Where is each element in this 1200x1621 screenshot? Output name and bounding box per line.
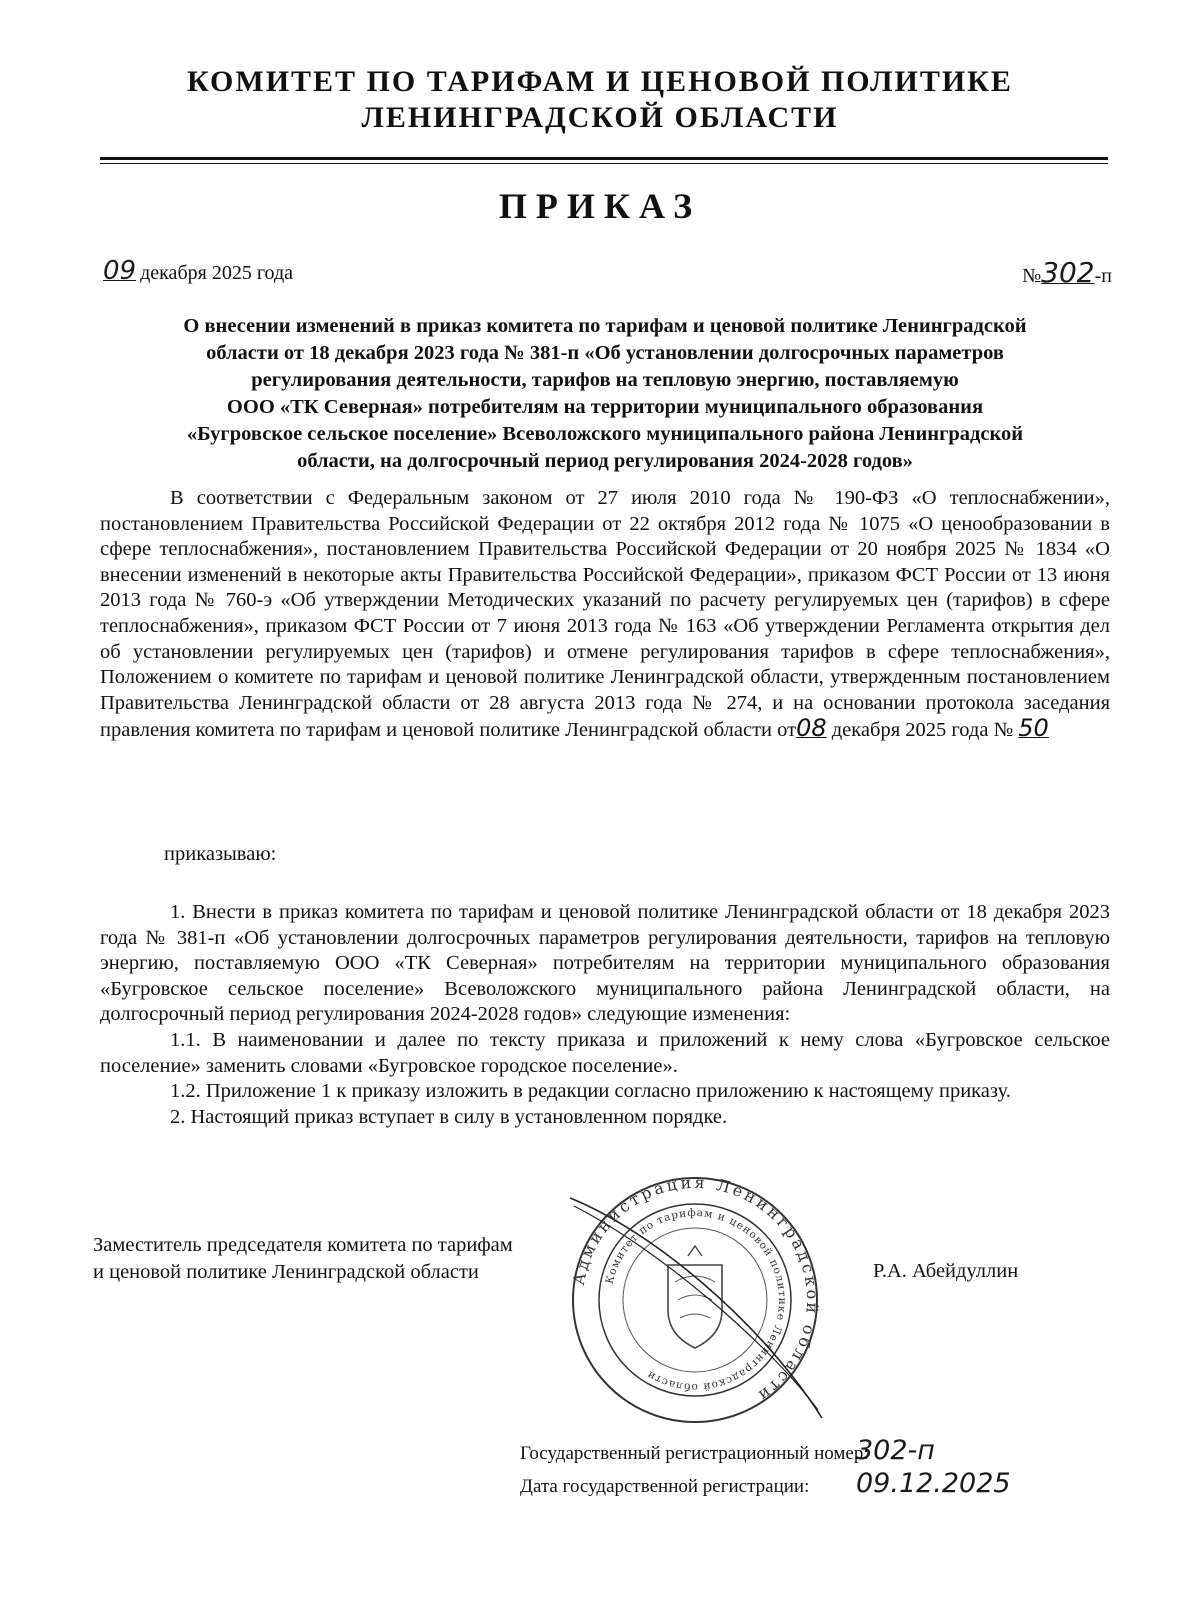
header-rule-thick [100, 157, 1108, 160]
preamble-paragraph [100, 486, 1110, 744]
org-line-1: КОМИТЕТ ПО ТАРИФАМ И ЦЕНОВОЙ ПОЛИТИКЕ [187, 65, 1013, 98]
registration-block [520, 1436, 1011, 1502]
title-line: ООО «ТК Северная» потребителям на территории муниципального образования [226, 396, 984, 418]
title-line: области, на долгосрочный период регулирования 2024-2028 годов» [297, 450, 913, 472]
registration-number-label: Государственный регистрационный номер: [520, 1443, 869, 1464]
number-suffix: -п [1094, 265, 1112, 287]
order-item: 1. Внести в приказ комитета по тарифам и ценовой политике Ленинградской области от 18 декабря 2023 года № 381-п «Об установлении долгосрочных параметров регулирования деятельности, тарифов на тепловую энергию, поставляемую ООО «ТК Северная» потребителям на территории муниципального образования «Бугровское сельское поселение» Всеволожского муниципального района Ленинградской области, на долгосрочный период регулирования 2024-2028 годов» следующие изменения: [100, 901, 1110, 1026]
order-item: 1.2. Приложение 1 к приказу изложить в редакции согласно приложению к настоящему приказу. [170, 1080, 1011, 1103]
signatory-name: Р.А. Абейдуллин [873, 1260, 1019, 1282]
order-item: 2. Настоящий приказ вступает в силу в установленном порядке. [170, 1105, 728, 1128]
date-rest: декабря 2025 года [140, 262, 293, 284]
registration-date-handwritten: 09.12.2025 [856, 1468, 1011, 1499]
registration-date-row [520, 1469, 1011, 1502]
protocol-number-handwritten: 50 [1018, 714, 1049, 743]
registration-number-row [520, 1436, 1011, 1469]
date-day-handwritten: 09 [103, 256, 137, 286]
seal-outer-text: Администрация Ленинградской области [568, 1172, 823, 1407]
decree-word: приказываю: [164, 843, 277, 865]
official-seal [560, 1170, 830, 1430]
order-items [100, 900, 1110, 1130]
number-handwritten: 302 [1041, 256, 1095, 289]
order-title [100, 313, 1110, 475]
signatory-position [93, 1232, 513, 1286]
order-number [1022, 256, 1112, 289]
title-line: «Бугровское сельское поселение» Всеволожского муниципального района Ленинградской [186, 423, 1024, 445]
registration-number-handwritten: 302-п [856, 1435, 935, 1466]
seal-inner-ring [599, 1204, 791, 1396]
preamble-text-after-day: декабря 2025 года № [831, 719, 1014, 742]
document-type: ПРИКАЗ [498, 186, 702, 226]
number-prefix: № [1022, 265, 1042, 287]
organization-header [100, 64, 1100, 136]
header-rule-thin [100, 163, 1108, 164]
title-line: регулирования деятельности, тарифов на тепловую энергию, поставляемую [251, 369, 959, 391]
title-line: области от 18 декабря 2023 года № 381-п «Об установлении долгосрочных параметров [206, 342, 1004, 364]
position-line-1: Заместитель председателя комитета по тарифам [93, 1234, 513, 1256]
protocol-day-handwritten: 08 [796, 714, 827, 743]
preamble-text: В соответствии с Федеральным законом от 27 июля 2010 года № 190-ФЗ «О теплоснабжении», постановлением Правительства Российской Федерации от 22 октября 2012 года № 1075 «О ценообразовании в сфере теплоснабжения», постановлением Правительства Российской Федерации от 20 ноября 2025 № 1834 «О внесении изменений в некоторые акты Правительства Российской Федерации», приказом ФСТ России от 13 июня 2013 года № 760-э «Об утверждении Методических указаний по расчету регулируемых цен (тарифов) в сфере теплоснабжения», приказом ФСТ России от 7 июня 2013 года № 163 «Об утверждении Регламента открытия дел об установлении регулируемых цен (тарифов) и отмене регулирования тарифов в сфере теплоснабжения», Положением о комитете по тарифам и ценовой политике Ленинградской области, утвержденным постановлением Правительства Ленинградской области от 28 августа 2013 года № 274, и на основании протокола заседания правления комитета по тарифам и ценовой политике Ленинградской области от [100, 487, 1110, 742]
position-line-2: и ценовой политике Ленинградской области [93, 1261, 479, 1283]
org-line-2: ЛЕНИНГРАДСКОЙ ОБЛАСТИ [361, 101, 839, 134]
seal-inner-text: Комитет по тарифам и ценовой политике Ленинградской области [603, 1206, 789, 1394]
registration-date-label: Дата государственной регистрации: [520, 1476, 810, 1497]
order-item: 1.1. В наименовании и далее по тексту приказа и приложений к нему слова «Бугровское сельское поселение» заменить словами «Бугровское городское поселение». [100, 1028, 1110, 1077]
title-line: О внесении изменений в приказ комитета по тарифам и ценовой политике Ленинградской [183, 315, 1027, 337]
order-date [103, 256, 293, 286]
